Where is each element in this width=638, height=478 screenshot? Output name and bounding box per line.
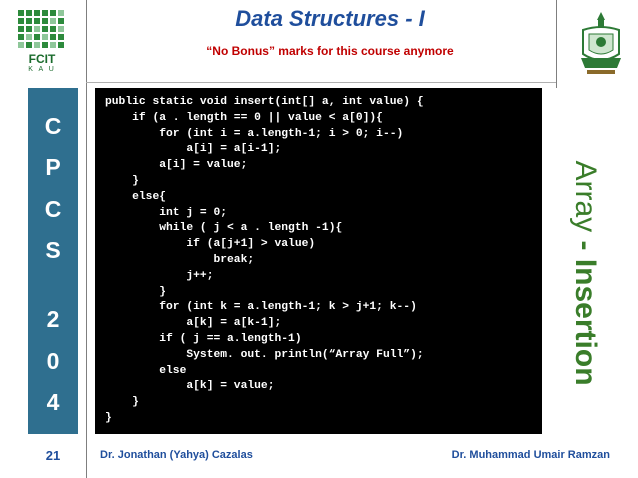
course-code-char: 0 [46, 347, 60, 374]
slide-subtitle: “No Bonus” marks for this course anymore [206, 44, 454, 58]
course-code-char: S [45, 237, 61, 264]
topic-part2: Insertion [569, 258, 602, 386]
course-code-char: 4 [46, 389, 60, 416]
course-code-char: C [44, 112, 62, 139]
fcit-logo-grid-icon [16, 8, 68, 50]
code-block [95, 88, 542, 434]
logo-sub: K A U [28, 66, 56, 73]
course-code-char [28, 282, 78, 310]
footer-left-author: Dr. Jonathan (Yahya) Cazalas [100, 449, 253, 461]
course-code-char: 2 [46, 306, 60, 333]
university-seal-icon [577, 10, 625, 76]
slide-title: Data Structures - I [235, 6, 425, 31]
code-text: public static void insert(int[] a, int value) { if (a . length == 0 || value < a[0]){ for (int i = a.length-1; i > 0; i--) a[i] = a[i-1]; a[i] = value; } else{ int j = 0; while ( j < a . length -1){ if (a[j+1] > value) break; j++; } for (int k = a.length-1; k > j+1; k--) a[k] = a[k-1]; if ( j == a.length-1) System. out. println(“Array Full”); else a[k] = value; } } [105, 96, 424, 424]
page-number: 21 [45, 448, 61, 463]
logo-label: FCIT [28, 52, 56, 66]
course-code-bar [28, 88, 78, 434]
topic-vertical [555, 148, 615, 398]
fcit-logo [10, 8, 74, 80]
topic-separator: - [569, 232, 602, 259]
left-divider-line [86, 0, 87, 478]
footer-right-author: Dr. Muhammad Umair Ramzan [451, 449, 610, 461]
header-rule [86, 82, 556, 83]
course-code-char: C [44, 195, 62, 222]
course-code-char: P [45, 154, 61, 181]
topic-part1: Array [569, 160, 602, 233]
